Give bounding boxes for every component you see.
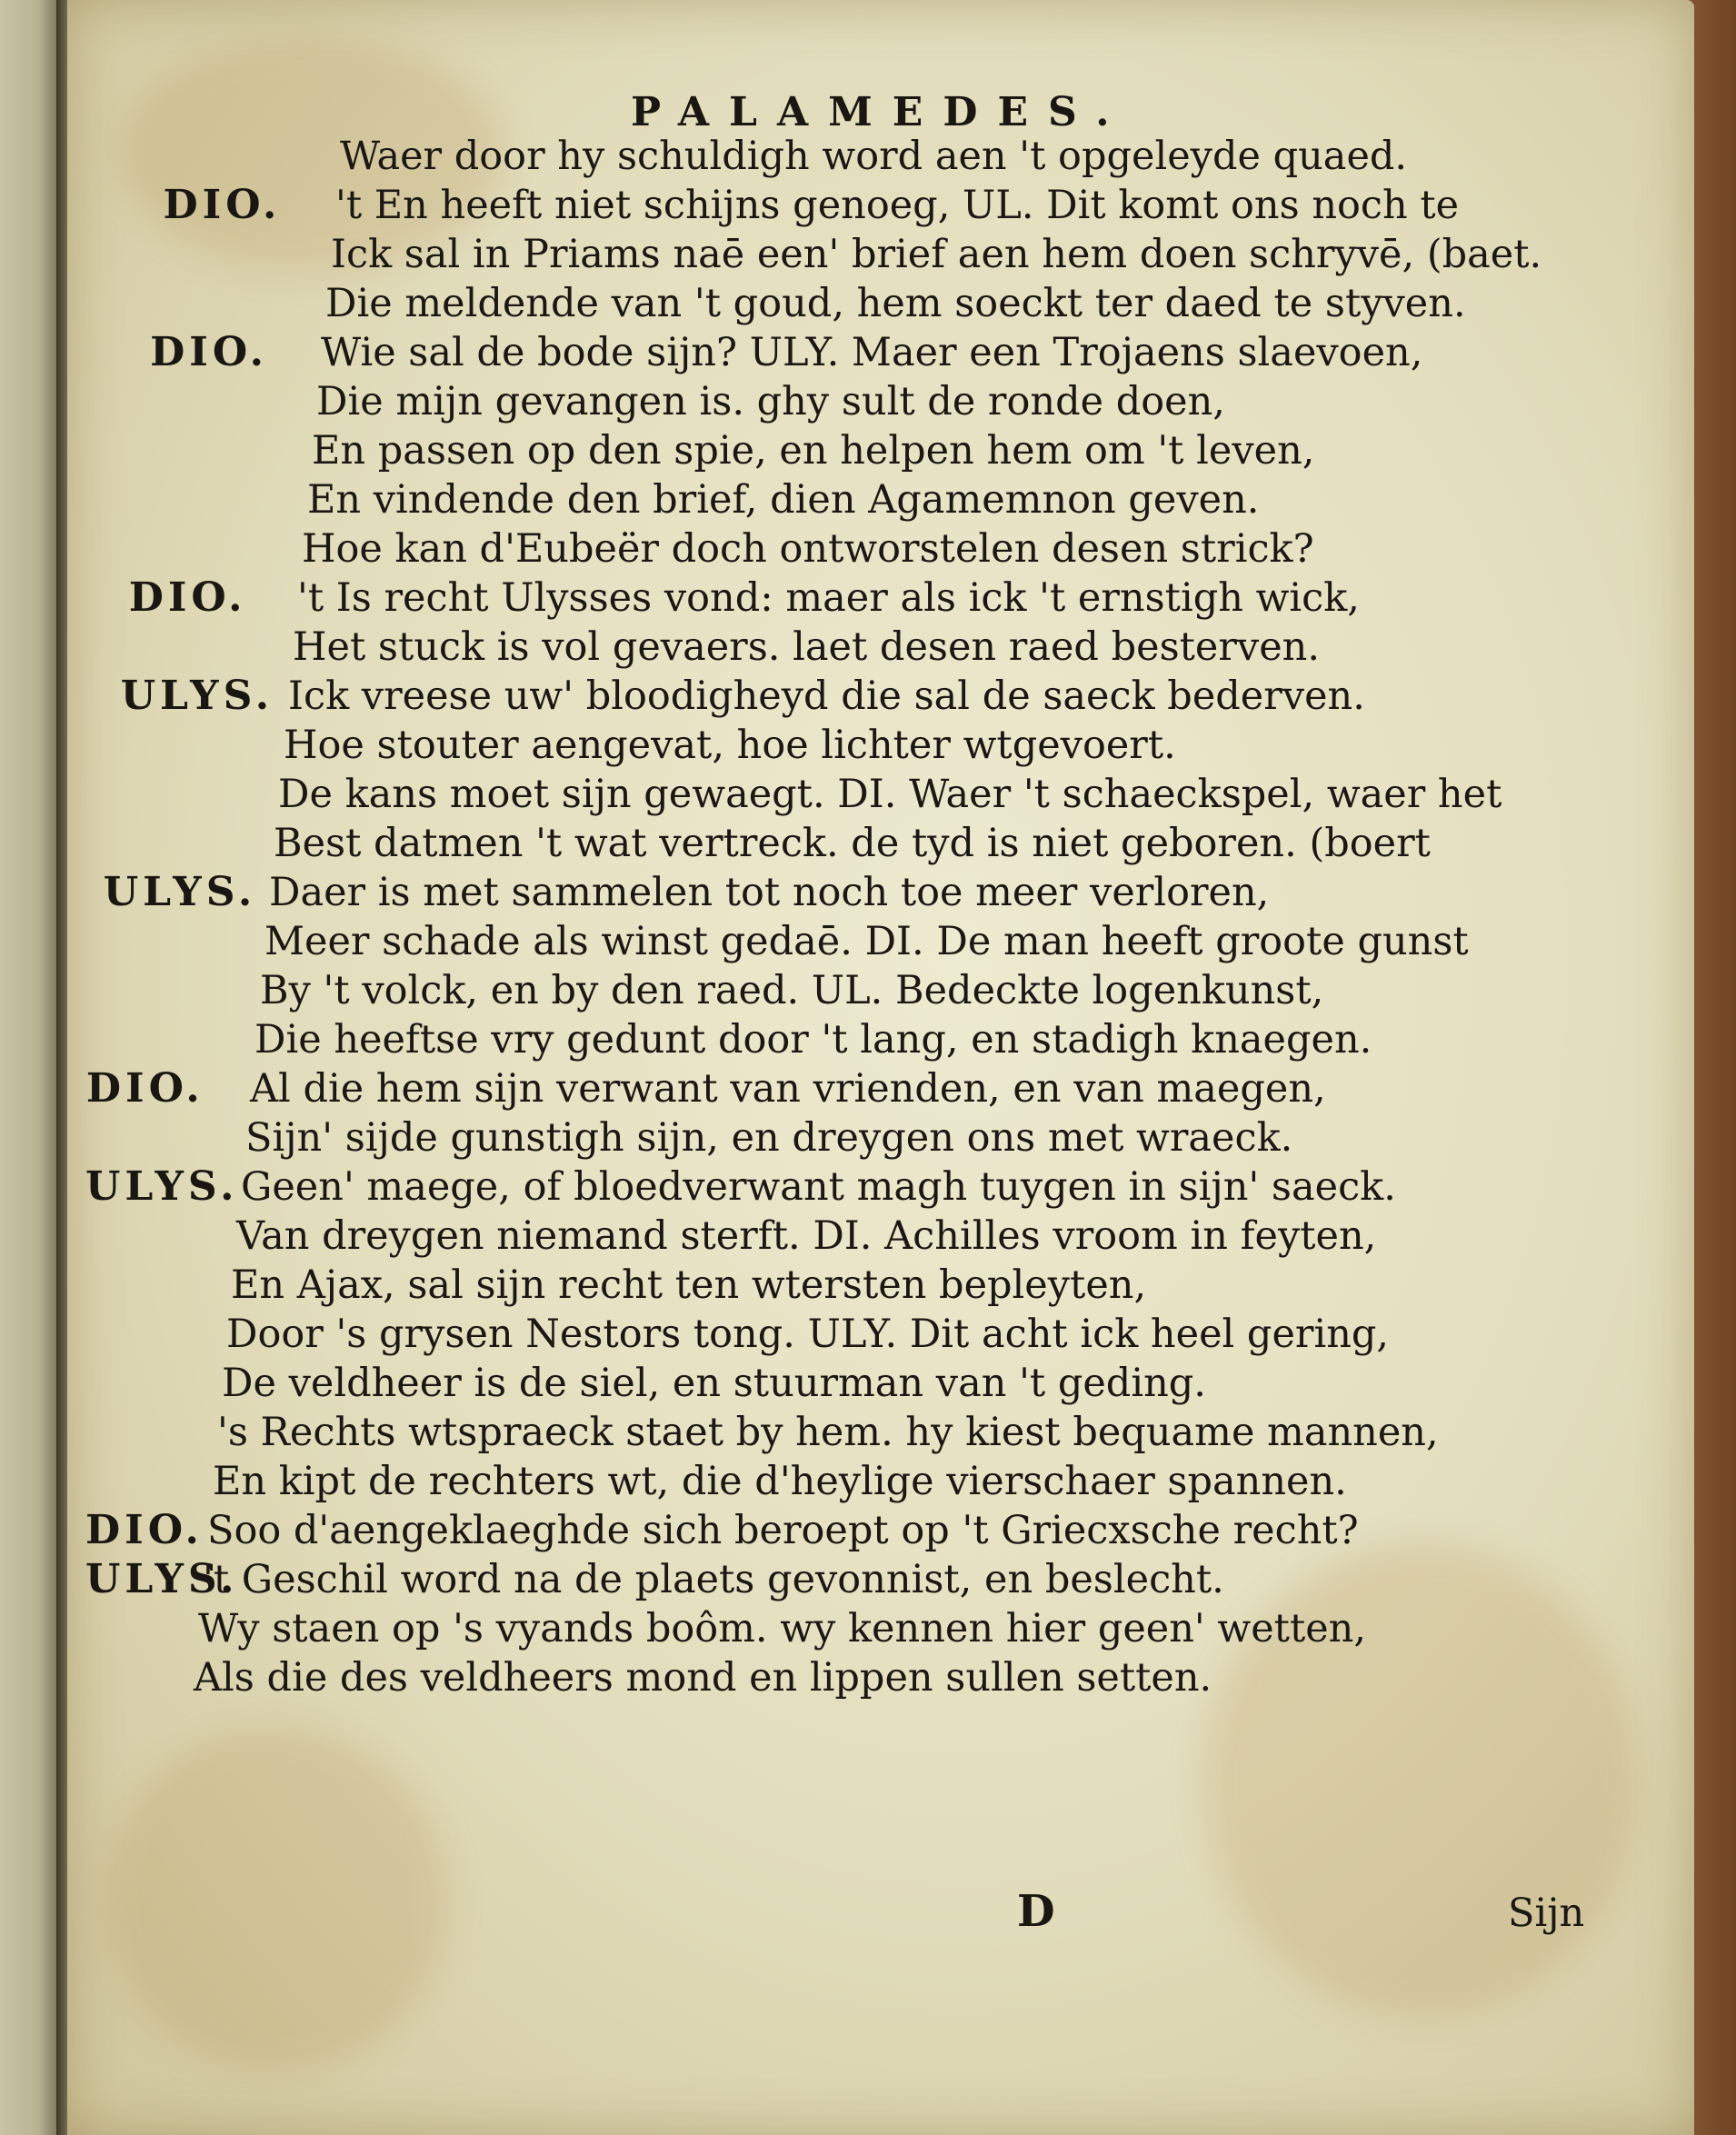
- speaker-label: DIO.: [85, 1065, 205, 1112]
- verse-line: [67, 1604, 1694, 1653]
- verse-line: [67, 524, 1694, 574]
- verse-line: [67, 181, 1694, 230]
- verse-text: Die meldende van 't goud, hem soeckt ter daed te styven.: [325, 281, 1466, 326]
- verse-text: Het stuck is vol gevaers. laet desen raed besterven.: [293, 624, 1321, 670]
- paper-stain: [104, 1727, 449, 2072]
- verse-line: [67, 1064, 1694, 1113]
- book-page: [67, 0, 1694, 2135]
- verse-line: [67, 1212, 1694, 1261]
- verse-text: 's Rechts wtspraeck staet by hem. hy kiest bequame mannen,: [217, 1410, 1439, 1455]
- verse-line: [67, 426, 1694, 475]
- speaker-label: DIO.: [150, 329, 268, 375]
- verse-line: [67, 917, 1694, 966]
- verse-text: Ick sal in Priams naē een' brief aen hem doen schryvē, (baet.: [331, 232, 1542, 277]
- verse-line: [67, 1310, 1694, 1359]
- running-header: PALAMEDES.: [631, 89, 1130, 135]
- verse-text: Sijn' sijde gunstigh sijn, en dreygen ons met wraeck.: [245, 1115, 1293, 1161]
- verse-text: Van dreygen niemand sterft. DI. Achilles vroom in feyten,: [236, 1213, 1377, 1259]
- verse-text: Geen' maege, of bloedverwant magh tuygen in sijn' saeck.: [241, 1164, 1396, 1210]
- verse-line: [67, 1506, 1694, 1555]
- verse-line: [67, 672, 1694, 721]
- verse-text: Ick vreese uw' bloodigheyd die sal de saeck bederven.: [288, 673, 1365, 719]
- verse-line: [67, 377, 1694, 426]
- verse-line: [67, 1408, 1694, 1457]
- verse-line: [67, 1113, 1694, 1162]
- verse-text: Waer door hy schuldigh word aen 't opgeleyde quaed.: [340, 134, 1408, 179]
- verse-line: [67, 819, 1694, 868]
- speaker-label: ULYS.: [85, 1163, 239, 1210]
- verse-line: [67, 868, 1694, 917]
- verse-text: Wie sal de bode sijn? ULY. Maer een Trojaens slaevoen,: [321, 330, 1423, 375]
- verse-text: Wy staen op 's vyands boôm. wy kennen hier geen' wetten,: [198, 1606, 1367, 1651]
- verse-line: [67, 1261, 1694, 1310]
- verse-line: [67, 1162, 1694, 1212]
- catchword: Sijn: [1508, 1891, 1585, 1936]
- speaker-label: DIO.: [128, 574, 247, 621]
- verse-text: Als die des veldheers mond en lippen sullen setten.: [194, 1655, 1212, 1701]
- verse-text: En kipt de rechters wt, die d'heylige vierschaer spannen.: [213, 1459, 1347, 1504]
- verse-text: Die mijn gevangen is. ghy sult de ronde doen,: [316, 379, 1225, 424]
- verse-text: 't En heeft niet schijns genoeg, UL. Dit komt ons noch te: [335, 183, 1460, 228]
- verse-text: 't Is recht Ulysses vond: maer als ick 't ernstigh wick,: [297, 575, 1360, 621]
- verse-text: De kans moet sijn gewaegt. DI. Waer 't schaeckspel, waer het: [278, 772, 1502, 817]
- verse-text: Door 's grysen Nestors tong. ULY. Dit acht ick heel gering,: [226, 1312, 1390, 1357]
- signature-mark: D: [1017, 1886, 1055, 1937]
- speaker-label: DIO.: [163, 182, 282, 228]
- verse-text: Hoe stouter aengevat, hoe lichter wtgevoert.: [284, 723, 1176, 768]
- verse-line: [67, 770, 1694, 819]
- verse-line: [67, 1359, 1694, 1408]
- verse-text: Hoe kan d'Eubeër doch ontworstelen desen strick?: [302, 526, 1314, 572]
- verse-line: [67, 328, 1694, 377]
- verse-line: [67, 1457, 1694, 1506]
- verse-line: [67, 279, 1694, 328]
- verse-line: [67, 230, 1694, 279]
- verse-text: De veldheer is de siel, en stuurman van 't geding.: [222, 1361, 1206, 1406]
- verse-block: [67, 132, 1694, 1702]
- verse-line: [67, 721, 1694, 770]
- speaker-label: ULYS.: [103, 869, 257, 915]
- verse-text: Soo d'aengeklaeghde sich beroept op 't Griecxsche recht?: [207, 1508, 1359, 1553]
- verse-line: [67, 1015, 1694, 1064]
- verse-line: [67, 1653, 1694, 1702]
- verse-line: [67, 132, 1694, 181]
- verse-text: Al die hem sijn verwant van vrienden, en van maegen,: [250, 1066, 1326, 1112]
- verse-line: [67, 1555, 1694, 1604]
- speaker-label: ULYS.: [120, 673, 274, 719]
- verse-text: En vindende den brief, dien Agamemnon geven.: [307, 477, 1260, 523]
- verse-line: [67, 966, 1694, 1015]
- verse-text: En passen op den spie, en helpen hem om 't leven,: [312, 428, 1315, 474]
- verse-line: [67, 623, 1694, 672]
- verse-text: Meer schade als winst gedaē. DI. De man heeft groote gunst: [264, 919, 1469, 964]
- facing-page-edge: [0, 0, 64, 2135]
- verse-line: [67, 475, 1694, 524]
- verse-line: [67, 574, 1694, 623]
- verse-text: By 't volck, en by den raed. UL. Bedeckte logenkunst,: [260, 968, 1324, 1013]
- speaker-label: DIO.: [85, 1507, 204, 1553]
- verse-text: Daer is met sammelen tot noch toe meer verloren,: [269, 870, 1270, 915]
- verse-text: Best datmen 't wat vertreck. de tyd is niet geboren. (boert: [274, 821, 1431, 866]
- verse-text: Die heeftse vry gedunt door 't lang, en stadigh knaegen.: [254, 1017, 1372, 1063]
- verse-text: 't Geschil word na de plaets gevonnist, en beslecht.: [203, 1557, 1224, 1602]
- verse-text: En Ajax, sal sijn recht ten wtersten bepleyten,: [231, 1262, 1147, 1308]
- speaker-label: ULYS.: [85, 1556, 239, 1602]
